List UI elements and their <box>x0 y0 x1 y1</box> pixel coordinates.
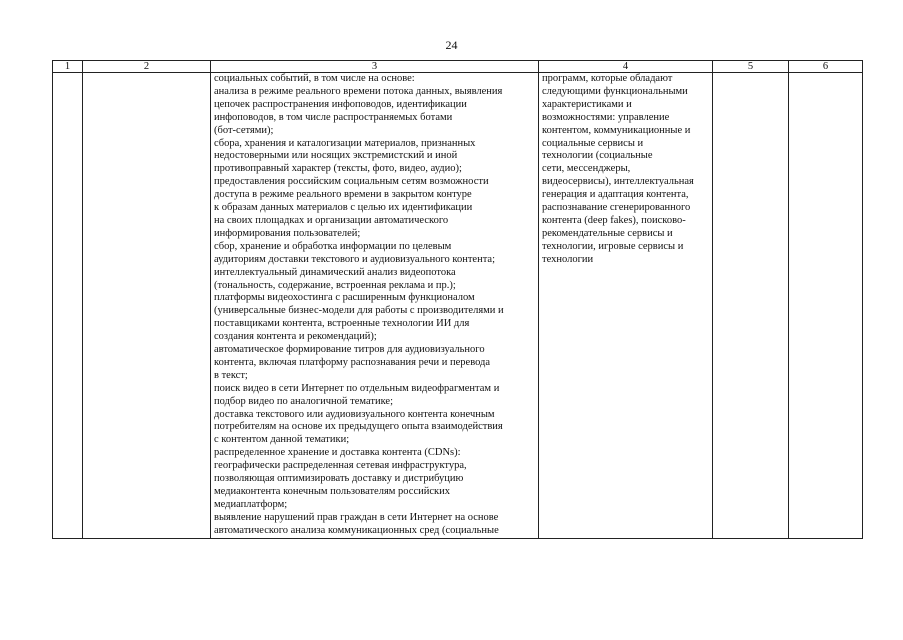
text-line: технологии (социальные <box>542 150 653 162</box>
text-line: контента (deep fakes), поисково- <box>542 214 686 226</box>
text-line: контента, включая платформу распознавания речи и перевода <box>214 356 491 368</box>
text-line: предоставления российским социальным сетям возможности <box>214 176 489 188</box>
text-line: к образам данных материалов с целью их идентификации <box>214 202 473 214</box>
text-line: характеристиками и <box>542 98 632 110</box>
text-line: выявление нарушений прав граждан в сети Интернет на основе <box>214 511 499 523</box>
text-line: распределенное хранение и доставка контента (CDNs): <box>214 447 461 459</box>
text-line: автоматическое формирование титров для аудиовизуального <box>214 344 485 356</box>
header-col-1: 1 <box>53 61 83 73</box>
cell-col-5 <box>713 73 789 539</box>
text-line: распознавание сгенерированного <box>542 202 691 214</box>
text-line: в текст; <box>214 369 248 381</box>
text-line: подбор видео по аналогичной тематике; <box>214 395 394 407</box>
text-line: противоправный характер (тексты, фото, видео, аудио); <box>214 163 462 175</box>
text-line: поставщиками контента, встроенные технологии ИИ для <box>214 318 470 330</box>
text-line: аудиториям доставки текстового и аудиовизуального контента; <box>214 253 496 265</box>
text-line: медиаконтента конечным пользователям российских <box>214 486 450 497</box>
cell-col-3 <box>211 73 539 539</box>
text-line: социальных событий, в том числе на основе: <box>214 73 415 84</box>
text-line: географически распределенная сетевая инфраструктура, <box>214 460 467 472</box>
document-table <box>52 60 863 539</box>
text-line: доступа в режиме реального времени в закрытом контуре <box>214 189 472 201</box>
text-line: программ, которые обладают <box>542 73 673 84</box>
text-line: анализа в режиме реального времени потока данных, выявления <box>214 85 503 97</box>
text-line: информирования пользователей; <box>214 227 361 239</box>
text-line: рекомендательные сервисы и <box>542 227 673 239</box>
header-col-5: 5 <box>713 61 789 73</box>
table-row <box>53 73 863 539</box>
text-line: технологии <box>542 253 594 265</box>
text-line: генерация и адаптация контента, <box>542 189 689 201</box>
text-line: поиск видео в сети Интернет по отдельным видеофрагментам и <box>214 382 500 394</box>
text-line: следующими функциональными <box>542 85 688 97</box>
text-line: возможностями: управление <box>542 111 670 123</box>
text-line: (универсальные бизнес-модели для работы с производителями и <box>214 305 504 317</box>
text-line: с контентом данной тематики; <box>214 434 350 446</box>
text-line: позволяющая оптимизировать доставку и дистрибуцию <box>214 473 464 485</box>
text-line: социальные сервисы и <box>542 137 644 149</box>
cell-col-6 <box>789 73 863 539</box>
text-line: цепочек распространения инфоповодов, идентификации <box>214 98 467 110</box>
header-col-2: 2 <box>83 61 211 73</box>
cell-col-2 <box>83 73 211 539</box>
text-line: платформы видеохостинга с расширенным функционалом <box>214 292 475 304</box>
header-col-3: 3 <box>211 61 539 73</box>
text-line: на своих площадках и организации автоматического <box>214 214 449 226</box>
header-col-6: 6 <box>789 61 863 73</box>
text-line: сбора, хранения и каталогизации материалов, признанных <box>214 137 476 149</box>
text-line: сбор, хранение и обработка информации по целевым <box>214 240 452 252</box>
header-col-4: 4 <box>539 61 713 73</box>
text-line: потребителям на основе их предыдущего опыта взаимодействия <box>214 421 503 433</box>
text-line: контентом, коммуникационные и <box>542 124 691 136</box>
text-line: медиаплатформ; <box>214 498 288 510</box>
cell-col-1 <box>53 73 83 539</box>
table-header-row <box>53 61 863 73</box>
text-line: (бот-сетями); <box>214 124 274 136</box>
text-line: автоматического анализа коммуникационных сред (социальные <box>214 524 499 536</box>
text-line: сети, мессенджеры, <box>542 163 631 175</box>
text-line: инфоповодов, в том числе распространяемых ботами <box>214 111 453 123</box>
page-number: 24 <box>445 38 458 52</box>
text-line: видеосервисы), интеллектуальная <box>542 176 694 188</box>
text-line: интеллектуальный динамический анализ видеопотока <box>214 266 456 278</box>
text-line: доставка текстового или аудиовизуального контента конечным <box>214 408 495 420</box>
text-line: создания контента и рекомендаций); <box>214 331 377 343</box>
text-line: недостоверными или носящих экстремистский и иной <box>214 150 458 162</box>
text-line: технологии, игровые сервисы и <box>542 240 684 252</box>
text-line: (тональность, содержание, встроенная реклама и пр.); <box>214 279 456 291</box>
cell-col-4 <box>539 73 713 539</box>
